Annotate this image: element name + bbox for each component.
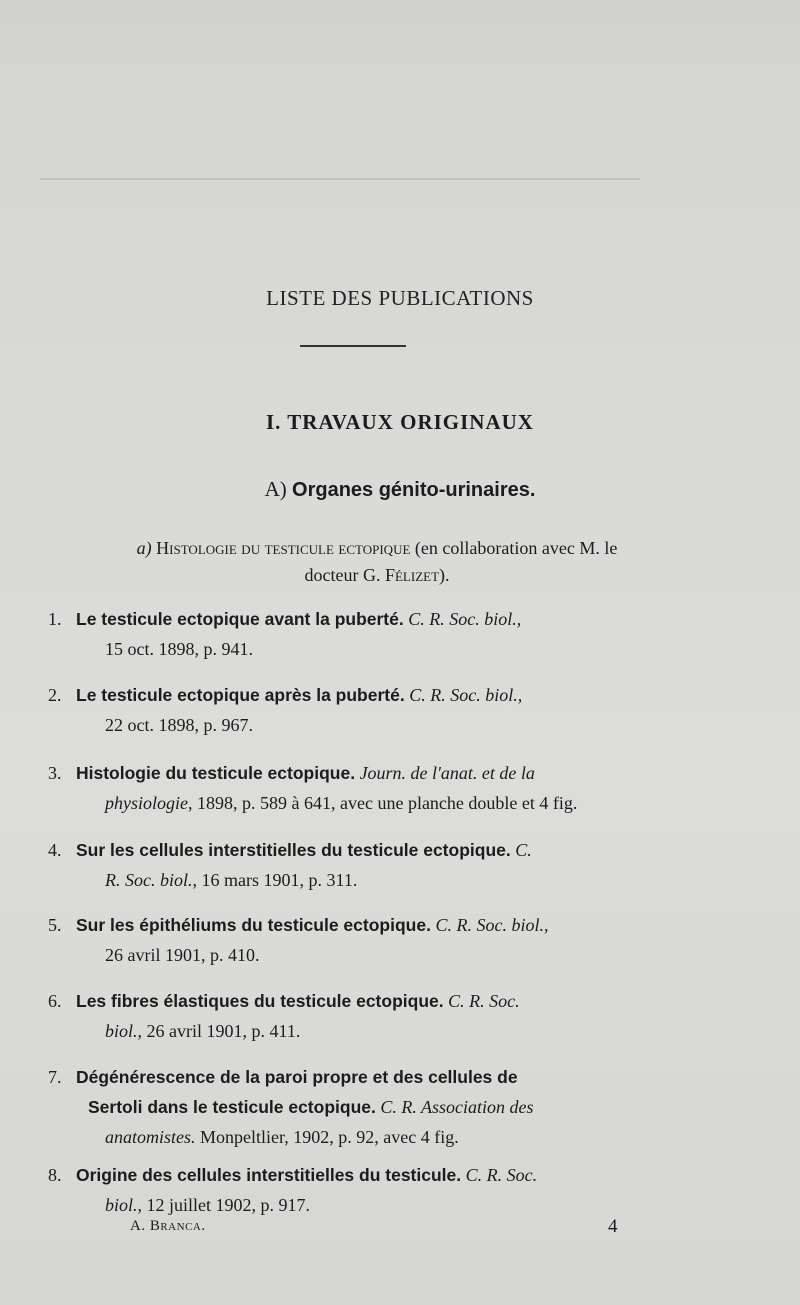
entry-number: 3. — [48, 763, 62, 783]
publication-entry-4 — [48, 835, 678, 895]
entry-title: Le testicule ectopique avant la puberté. — [76, 609, 404, 629]
entry-journal: C. — [510, 840, 532, 860]
entry-number: 8. — [48, 1165, 62, 1185]
entry-journal-cont: biol. — [105, 1021, 138, 1041]
entry-date: , 12 juillet 1902, p. 917. — [137, 1195, 311, 1215]
entry-date: 15 oct. 1898, p. 941. — [105, 639, 253, 659]
entry-journal: Journ. de l'anat. et de la — [355, 763, 535, 783]
publication-entry-2 — [48, 680, 678, 740]
subsection-title — [0, 477, 800, 502]
subsection-label: Organes génito-urinaires. — [292, 479, 536, 501]
subheading-line2a: docteur G. — [304, 565, 385, 585]
entry-title-cont: Sertoli dans le testicule ectopique. — [88, 1097, 376, 1117]
subheading-letter: a) — [136, 538, 157, 558]
entry-title: Sur les épithéliums du testicule ectopique. — [76, 915, 431, 935]
publication-entry-6 — [48, 986, 678, 1046]
publication-entry-7 — [48, 1062, 678, 1152]
subheading-line2b: ). — [439, 565, 450, 585]
entry-date: Monpeltlier, 1902, p. 92, avec 4 fig. — [195, 1127, 459, 1147]
entry-date: 22 oct. 1898, p. 967. — [105, 715, 253, 735]
entry-title: Les fibres élastiques du testicule ectopique. — [76, 991, 444, 1011]
entry-title: Dégénérescence de la paroi propre et des cellules de — [76, 1067, 518, 1087]
entry-number: 4. — [48, 840, 62, 860]
entry-journal-cont: biol. — [105, 1195, 138, 1215]
entry-number: 2. — [48, 685, 62, 705]
subheading-name: Félizet — [384, 565, 440, 585]
entry-journal: C. R. Soc. — [443, 991, 520, 1011]
entry-number: 6. — [48, 991, 62, 1011]
section-title: I. TRAVAUX ORIGINAUX — [266, 410, 534, 434]
publication-entry-3 — [48, 758, 678, 818]
entry-date: , 1898, p. 589 à 641, avec une planche double et 4 fig. — [188, 793, 578, 813]
entry-title: Histologie du testicule ectopique. — [76, 763, 356, 783]
entry-journal: C. R. Association des — [375, 1097, 534, 1117]
subheading — [52, 535, 702, 589]
entry-title: Sur les cellules interstitielles du testicule ectopique. — [76, 840, 511, 860]
entry-journal: C. R. Soc. biol., — [430, 915, 549, 935]
entry-journal-cont: R. Soc. biol. — [105, 870, 193, 890]
entry-date: 26 avril 1901, p. 410. — [105, 945, 260, 965]
page-number: 4 — [608, 1216, 618, 1237]
footer-author — [130, 1218, 206, 1235]
publication-entry-8 — [48, 1160, 678, 1220]
bleed-through-rule — [40, 178, 640, 180]
entry-date: , 16 mars 1901, p. 311. — [192, 870, 358, 890]
entry-title: Le testicule ectopique après la puberté. — [76, 685, 405, 705]
entry-title: Origine des cellules interstitielles du testicule. — [76, 1165, 462, 1185]
publication-entry-5 — [48, 910, 678, 970]
footer-initial: A. — [130, 1218, 150, 1234]
subheading-rest: (en collaboration avec M. le — [410, 538, 618, 558]
entry-journal-cont: physiologie — [105, 793, 188, 813]
entry-number: 5. — [48, 915, 62, 935]
footer-name: Branca. — [149, 1218, 206, 1234]
entry-journal: C. R. Soc. biol., — [404, 685, 523, 705]
entry-number: 1. — [48, 609, 62, 629]
subheading-smallcaps: Histologie du testicule ectopique — [156, 538, 411, 558]
entry-journal: C. R. Soc. — [461, 1165, 538, 1185]
subsection-prefix: A) — [264, 477, 293, 501]
entry-number: 7. — [48, 1067, 62, 1087]
entry-date: , 26 avril 1901, p. 411. — [137, 1021, 301, 1041]
entry-journal: C. R. Soc. biol., — [403, 609, 522, 629]
publication-entry-1 — [48, 604, 678, 664]
entry-journal-cont: anatomistes. — [105, 1127, 196, 1147]
page-title: LISTE DES PUBLICATIONS — [266, 286, 534, 310]
title-divider — [300, 345, 406, 347]
